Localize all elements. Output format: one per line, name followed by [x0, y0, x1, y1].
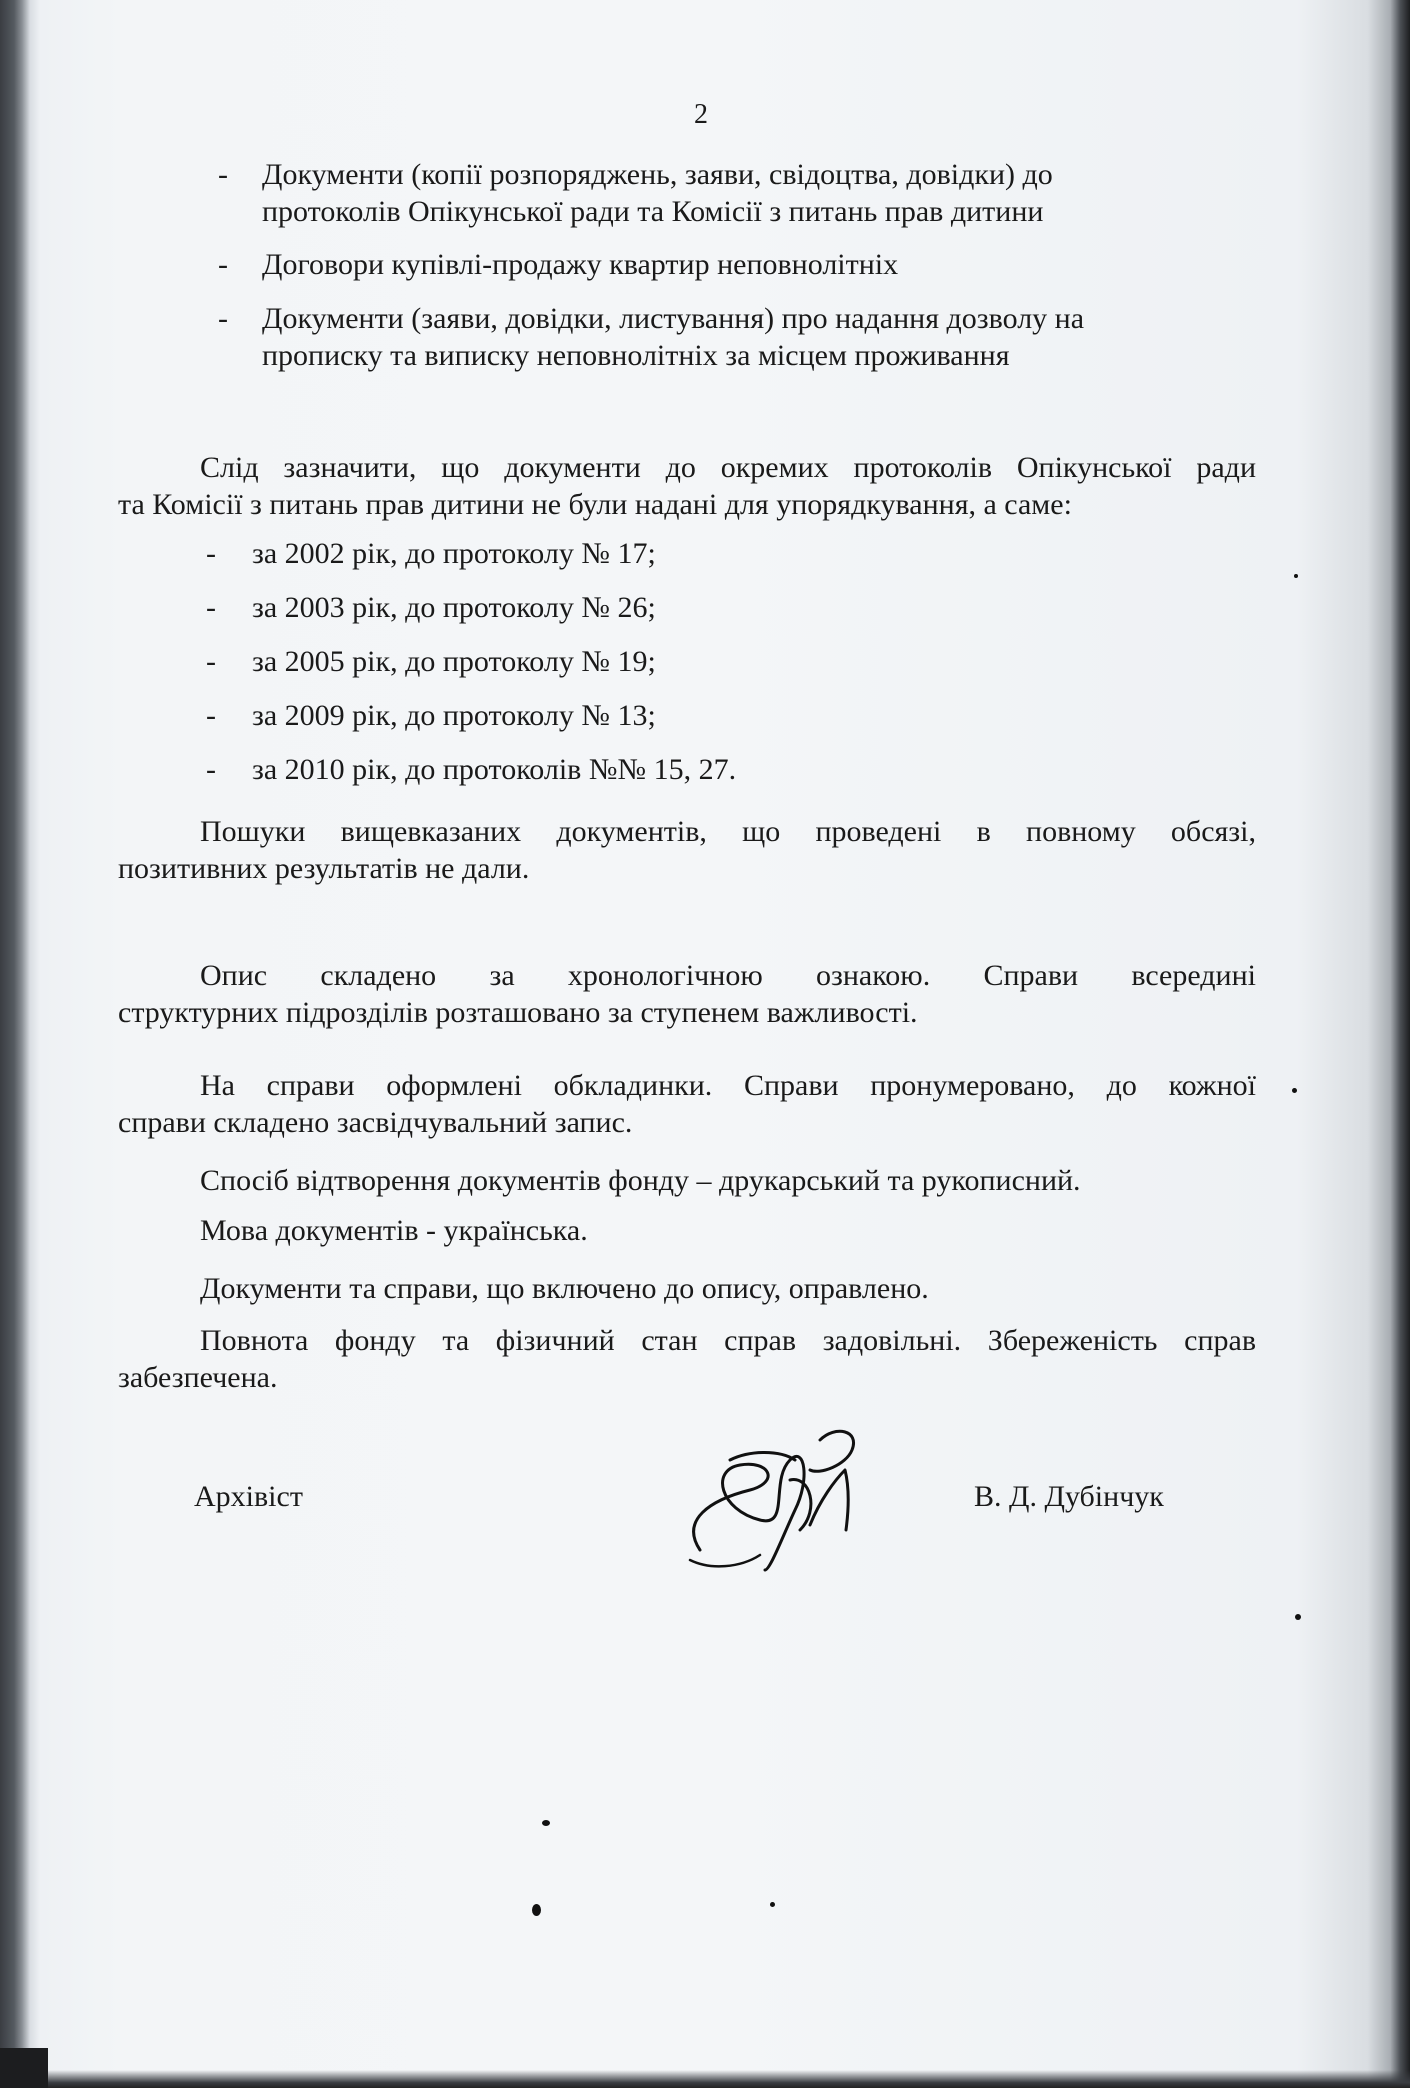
dash-marker: -	[206, 591, 216, 624]
missing-item	[206, 589, 656, 626]
paragraph-line: Слід зазначити, що документи до окремих протоколів Опікунської ради	[200, 451, 1256, 484]
handwritten-signature	[670, 1420, 890, 1580]
speck	[532, 1904, 541, 1916]
missing-item-text: за 2010 рік, до протоколів №№ 15, 27.	[252, 753, 737, 786]
page-number: 2	[694, 99, 708, 130]
dash-marker: -	[206, 753, 216, 786]
missing-item-text: за 2005 рік, до протоколу № 19;	[252, 645, 656, 678]
paragraph-line: Спосіб відтворення документів фонду – друкарський та рукописний.	[200, 1164, 1081, 1197]
dash-marker: -	[218, 302, 228, 335]
missing-item	[206, 535, 656, 572]
paragraph-line: справи складено засвідчувальний запис.	[118, 1106, 633, 1139]
list-item-text: Документи (копії розпоряджень, заяви, свідоцтва, довідки) до	[262, 158, 1053, 191]
paragraph-line: Документи та справи, що включено до опису, оправлено.	[200, 1272, 929, 1305]
dash-marker: -	[218, 248, 228, 281]
dash-marker: -	[206, 699, 216, 732]
list-item	[218, 156, 1053, 193]
paragraph-line: Мова документів - українська.	[200, 1214, 588, 1247]
signature-name: В. Д. Дубінчук	[974, 1480, 1164, 1513]
list-item-continuation: прописку та виписку неповнолітніх за місцем проживання	[262, 339, 1010, 372]
missing-item	[206, 697, 656, 734]
speck	[1294, 574, 1298, 578]
dash-marker: -	[218, 158, 228, 191]
paragraph-line: та Комісії з питань прав дитини не були надані для упорядкування, а саме:	[118, 488, 1072, 521]
paragraph-line: Опис складено за хронологічною ознакою. Справи всередині	[200, 959, 1256, 992]
scan-bottom-edge	[0, 2070, 1410, 2088]
list-item-text: Договори купівлі-продажу квартир неповнолітніх	[262, 248, 899, 281]
paragraph-line: забезпечена.	[118, 1361, 278, 1394]
missing-item-text: за 2009 рік, до протоколу № 13;	[252, 699, 656, 732]
speck	[542, 1820, 550, 1826]
missing-item	[206, 643, 656, 680]
list-item-continuation: протоколів Опікунської ради та Комісії з питань прав дитини	[262, 195, 1044, 228]
list-item	[218, 246, 898, 283]
paragraph-line: Пошуки вищевказаних документів, що проведені в повному обсязі,	[200, 815, 1256, 848]
speck	[1292, 1088, 1297, 1093]
list-item-text: Документи (заяви, довідки, листування) про надання дозволу на	[262, 302, 1085, 335]
paragraph-line: На справи оформлені обкладинки. Справи пронумеровано, до кожної	[200, 1069, 1256, 1102]
missing-item-text: за 2003 рік, до протоколу № 26;	[252, 591, 656, 624]
paragraph-line: позитивних результатів не дали.	[118, 852, 530, 885]
list-item	[218, 300, 1084, 337]
paragraph-line: структурних підрозділів розташовано за ступенем важливості.	[118, 996, 918, 1029]
dash-marker: -	[206, 537, 216, 570]
speck	[770, 1902, 775, 1907]
speck	[1295, 1614, 1301, 1620]
scan-corner	[0, 2048, 48, 2088]
paragraph-line: Повнота фонду та фізичний стан справ задовільні. Збереженість справ	[200, 1324, 1256, 1357]
dash-marker: -	[206, 645, 216, 678]
signature-role: Архівіст	[194, 1480, 303, 1513]
missing-item-text: за 2002 рік, до протоколу № 17;	[252, 537, 656, 570]
missing-item	[206, 751, 736, 788]
